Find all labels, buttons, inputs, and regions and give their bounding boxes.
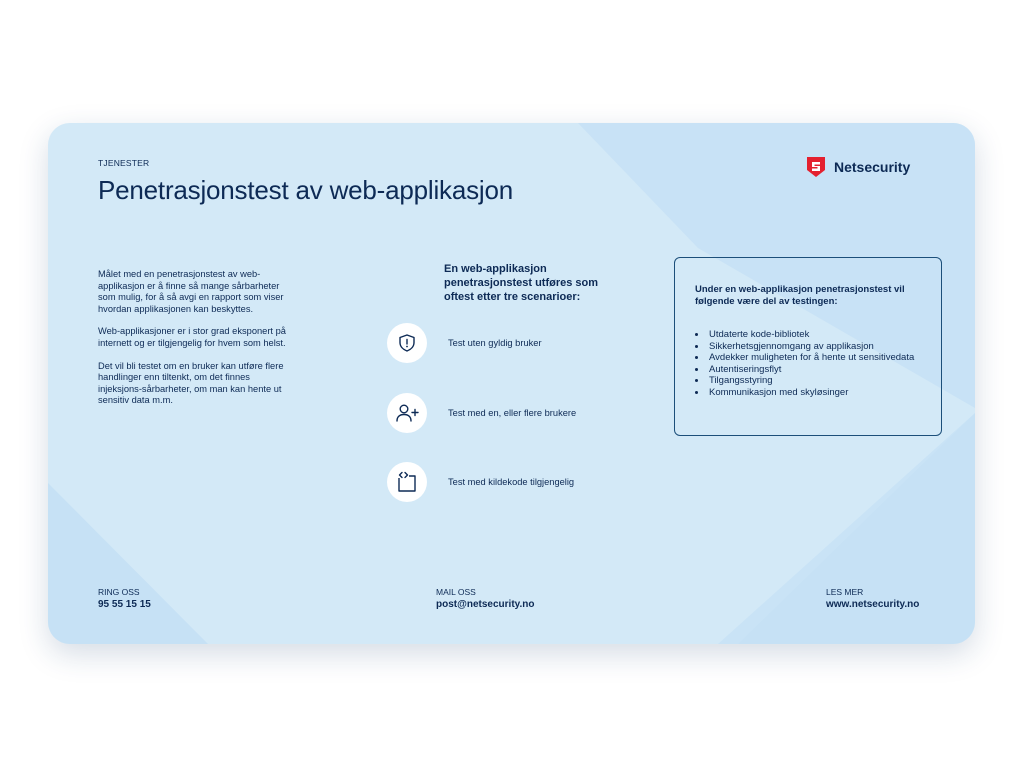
icon-circle — [387, 323, 427, 363]
user-plus-icon — [395, 403, 419, 423]
scope-list-item: • Tilgangsstyring — [707, 375, 921, 387]
info-card — [48, 123, 975, 644]
scenario-label: Test uten gyldig bruker — [448, 338, 542, 348]
scenario-item — [387, 462, 574, 502]
scope-list-item: • Autentiseringsflyt — [707, 364, 921, 376]
icon-circle — [387, 462, 427, 502]
scope-box — [674, 257, 942, 436]
page-title: Penetrasjonstest av web-applikasjon — [98, 175, 514, 205]
netsecurity-logo-icon — [806, 156, 826, 178]
phone-label: RING OSS — [98, 587, 140, 597]
scope-list-item: • Kommunikasjon med skyløsinger — [707, 387, 921, 399]
scenario-item — [387, 393, 576, 433]
scenario-label: Test med en, eller flere brukere — [448, 408, 577, 418]
scenario-item — [387, 323, 542, 363]
email-link[interactable]: post@netsecurity.no — [436, 599, 535, 610]
brand-logo[interactable] — [806, 156, 910, 178]
intro-paragraph: Det vil bli testet om en bruker kan utføre flere handlinger enn tiltenkt, om det finnes injeksjons-sårbarheter, om man kan hente ut sensitiv data m.m. — [98, 360, 284, 406]
icon-circle — [387, 393, 427, 433]
brand-name: Netsecurity — [834, 159, 911, 175]
scope-list — [695, 329, 921, 398]
scenarios-heading: En web-applikasjon penetrasjonstest utføres som oftest etter tre scenarioer: — [444, 263, 599, 303]
shield-alert-icon — [397, 333, 417, 353]
website-link[interactable]: www.netsecurity.no — [826, 599, 920, 610]
scenario-label: Test med kildekode tilgjengelig — [448, 477, 575, 487]
scope-heading: Under en web-applikasjon penetrasjonstest vil følgende være del av testingen: — [695, 284, 905, 307]
mail-label: MAIL OSS — [436, 587, 476, 597]
code-icon — [396, 471, 418, 493]
scope-list-item: • Utdaterte kode-bibliotek — [707, 329, 921, 341]
phone-number[interactable]: 95 55 15 15 — [98, 599, 151, 610]
intro-paragraph: Målet med en penetrasjonstest av web-applikasjon er å finne så mange sårbarheter som mulig, for å så avgi en rapport som viser hvordan applikasjonen kan beskyttes. — [98, 269, 284, 314]
section-label: TJENESTER — [98, 158, 150, 168]
web-label: LES MER — [826, 587, 864, 597]
intro-text — [98, 269, 288, 418]
scope-list-item: • Avdekker muligheten for å hente ut sensitivedata — [707, 352, 921, 364]
scope-list-item: • Sikkerhetsgjennomgang av applikasjon — [707, 341, 921, 353]
intro-paragraph: Web-applikasjoner er i stor grad eksponert på internett og er tilgjengelig for hvem som helst. — [98, 326, 286, 348]
